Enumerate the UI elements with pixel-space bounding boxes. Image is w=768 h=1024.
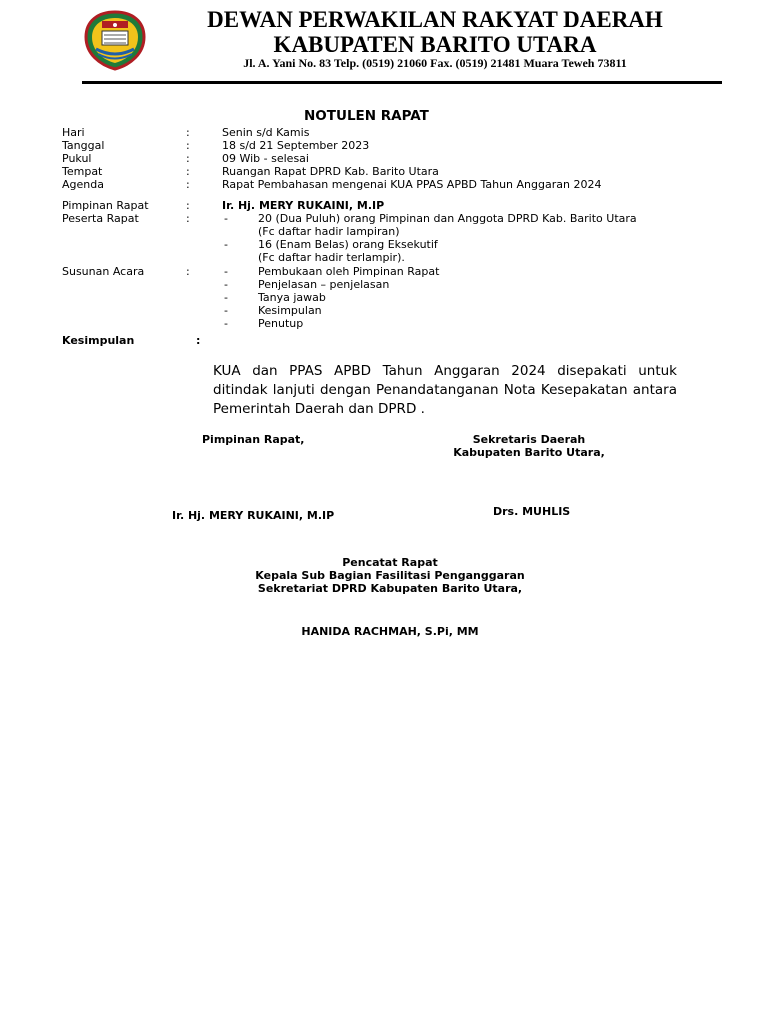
- field-colon: :: [186, 178, 190, 191]
- list-dash: -: [224, 291, 228, 304]
- signature-right-name: Drs. MUHLIS: [493, 505, 571, 518]
- field-label-pukul: Pukul: [62, 152, 92, 165]
- field-colon: :: [186, 139, 190, 152]
- field-label-agenda: Agenda: [62, 178, 104, 191]
- field-colon: :: [186, 265, 190, 278]
- signature-bottom-role-2: Kepala Sub Bagian Fasilitasi Penganggaran: [255, 569, 525, 582]
- field-label-tanggal: Tanggal: [62, 139, 105, 152]
- regency-emblem-logo: [80, 9, 150, 71]
- signature-bottom-role-1: Pencatat Rapat: [342, 556, 438, 569]
- susunan-item: Penutup: [258, 317, 304, 330]
- letterhead-address: Jl. A. Yani No. 83 Telp. (0519) 21060 Fax. (0519) 21481 Muara Teweh 73811: [243, 56, 627, 70]
- field-label-peserta: Peserta Rapat: [62, 212, 139, 225]
- susunan-item: Kesimpulan: [258, 304, 322, 317]
- field-colon: :: [186, 126, 190, 139]
- signature-right-role-2: Kabupaten Barito Utara,: [453, 446, 605, 459]
- peserta-item-sub: (Fc daftar hadir terlampir).: [258, 251, 405, 264]
- list-dash: -: [224, 278, 228, 291]
- signature-left-role: Pimpinan Rapat,: [202, 433, 305, 446]
- list-dash: -: [224, 317, 228, 330]
- susunan-item: Pembukaan oleh Pimpinan Rapat: [258, 265, 440, 278]
- field-label-hari: Hari: [62, 126, 85, 139]
- signature-bottom-role-3: Sekretariat DPRD Kabupaten Barito Utara,: [257, 582, 523, 595]
- field-colon: :: [186, 212, 190, 225]
- susunan-item: Tanya jawab: [258, 291, 326, 304]
- field-colon: :: [186, 165, 190, 178]
- letterhead-rule: [82, 81, 722, 84]
- signature-bottom-name: HANIDA RACHMAH, S.Pi, MM: [301, 625, 479, 638]
- list-dash: -: [224, 238, 228, 251]
- letterhead-line-2: KABUPATEN BARITO UTARA: [273, 32, 597, 57]
- list-dash: -: [224, 212, 228, 225]
- signature-left-name: Ir. Hj. MERY RUKAINI, M.IP: [172, 509, 335, 522]
- peserta-item-sub: (Fc daftar hadir lampiran): [258, 225, 400, 238]
- conclusion-paragraph: KUA dan PPAS APBD Tahun Anggaran 2024 disepakati untuk ditindak lanjuti dengan Penandatanganan Nota Kesepakatan antara Pemerintah Daerah dan DPRD .: [213, 363, 677, 417]
- field-colon: :: [186, 152, 190, 165]
- field-value-hari: Senin s/d Kamis: [222, 126, 310, 139]
- field-value-tempat: Ruangan Rapat DPRD Kab. Barito Utara: [222, 165, 439, 178]
- field-value-pukul: 09 Wib - selesai: [222, 152, 309, 165]
- list-dash: -: [224, 265, 228, 278]
- field-value-pimpinan: Ir. Hj. MERY RUKAINI, M.IP: [222, 199, 385, 212]
- signature-right-role-1: Sekretaris Daerah: [472, 433, 586, 446]
- peserta-item-main: 16 (Enam Belas) orang Eksekutif: [258, 238, 438, 251]
- field-label-kesimpulan: Kesimpulan: [62, 334, 135, 347]
- susunan-item: Penjelasan – penjelasan: [258, 278, 390, 291]
- field-value-tanggal: 18 s/d 21 September 2023: [222, 139, 370, 152]
- field-value-agenda: Rapat Pembahasan mengenai KUA PPAS APBD Tahun Anggaran 2024: [222, 178, 602, 191]
- field-label-tempat: Tempat: [62, 165, 103, 178]
- field-colon: :: [196, 334, 201, 347]
- field-label-susunan: Susunan Acara: [62, 265, 145, 278]
- list-dash: -: [224, 304, 228, 317]
- field-label-pimpinan: Pimpinan Rapat: [62, 199, 149, 212]
- document-title: NOTULEN RAPAT: [304, 108, 429, 124]
- peserta-item-main: 20 (Dua Puluh) orang Pimpinan dan Anggota DPRD Kab. Barito Utara: [258, 212, 637, 225]
- field-colon: :: [186, 199, 190, 212]
- letterhead-line-1: DEWAN PERWAKILAN RAKYAT DAERAH: [207, 7, 663, 32]
